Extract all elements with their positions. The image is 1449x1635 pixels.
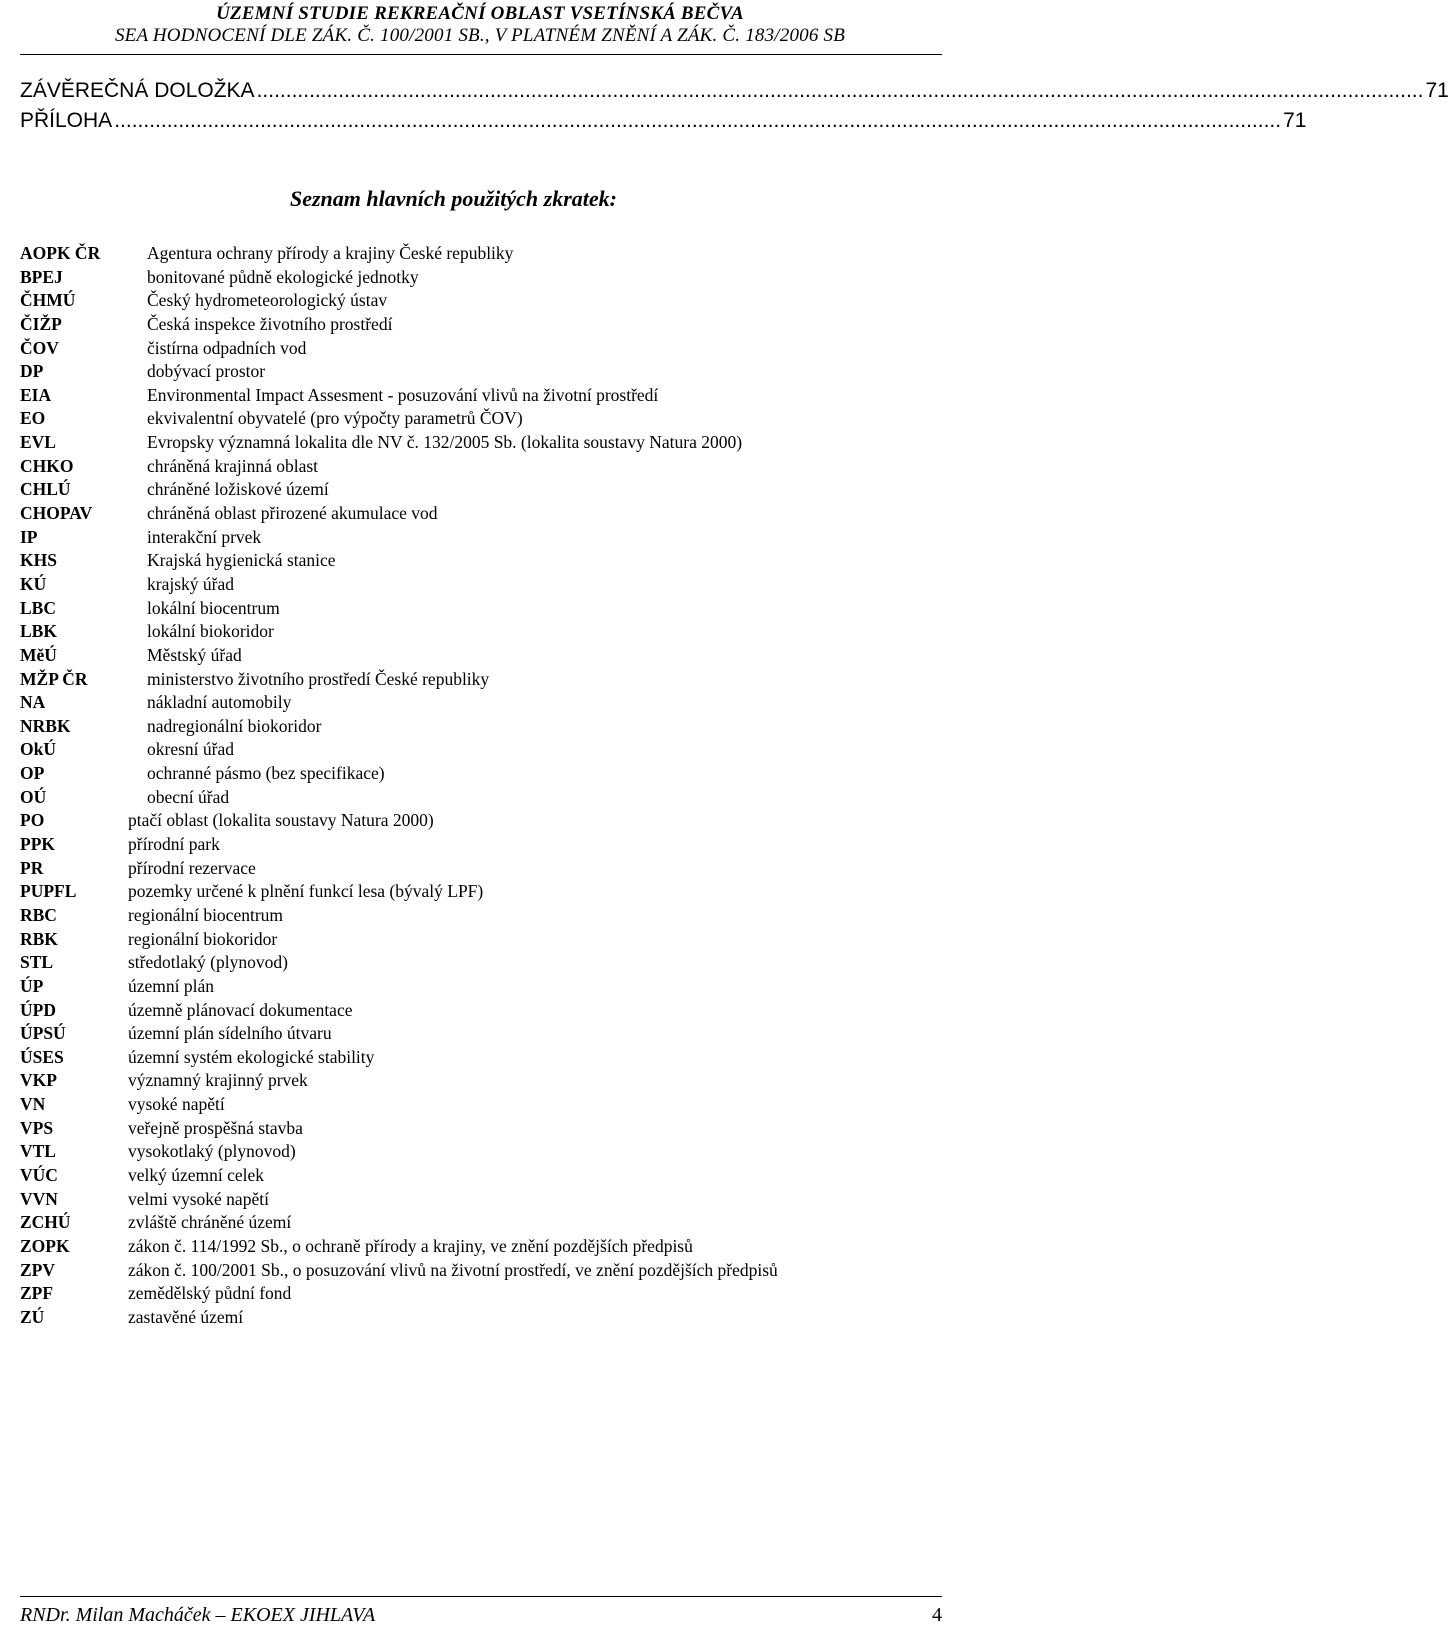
abbreviation-meaning: ochranné pásmo (bez specifikace) xyxy=(147,763,385,784)
abbreviation: NA xyxy=(20,692,46,713)
list-item xyxy=(20,1211,950,1235)
abbreviation: VÚC xyxy=(20,1164,58,1185)
abbreviation-meaning: velký územní celek xyxy=(128,1164,265,1185)
abbreviation-meaning: bonitované půdně ekologické jednotky xyxy=(147,266,419,287)
abbreviation: ÚSES xyxy=(20,1046,64,1067)
list-item xyxy=(20,1046,950,1070)
abbreviation: VKP xyxy=(20,1070,57,1091)
list-item xyxy=(20,786,950,810)
header-subtitle: SEA HODNOCENÍ DLE ZÁK. Č. 100/2001 SB., V PLATNÉM ZNĚNÍ A ZÁK. Č. 183/2006 SB xyxy=(114,25,846,46)
abbreviation: ČOV xyxy=(20,337,59,358)
abbreviation: ČHMÚ xyxy=(20,290,76,311)
list-item xyxy=(20,738,950,762)
abbreviation-meaning: lokální biokoridor xyxy=(147,621,274,642)
abbreviation: ZPV xyxy=(20,1259,55,1280)
abbreviation: VTL xyxy=(20,1141,56,1162)
abbreviation-meaning: chráněná oblast přirozené akumulace vod xyxy=(147,503,438,524)
abbreviation-meaning: ministerstvo životního prostředí České republiky xyxy=(147,668,490,689)
list-item xyxy=(20,597,950,621)
list-item xyxy=(20,975,950,999)
abbreviation: STL xyxy=(20,952,54,973)
abbreviation: VPS xyxy=(20,1117,54,1138)
list-item xyxy=(20,478,950,502)
abbreviation: EVL xyxy=(20,432,56,453)
page-header xyxy=(0,3,960,47)
abbreviation-meaning: čistírna odpadních vod xyxy=(147,337,307,358)
abbreviation: BPEJ xyxy=(20,266,63,287)
list-item xyxy=(20,880,950,904)
list-item xyxy=(20,242,950,266)
abbreviation: MŽP ČR xyxy=(20,668,88,689)
list-item xyxy=(20,549,950,573)
abbreviation-meaning: ekvivalentní obyvatelé (pro výpočty parametrů ČOV) xyxy=(147,408,523,429)
list-item xyxy=(20,644,950,668)
abbreviation-meaning: významný krajinný prvek xyxy=(128,1070,308,1091)
toc-leader-dots: ........................................................................................................................................................................................................ xyxy=(256,79,1424,102)
abbreviation-meaning: pozemky určené k plnění funkcí lesa (bývalý LPF) xyxy=(128,881,484,902)
list-item xyxy=(20,833,950,857)
header-divider xyxy=(20,54,942,55)
abbreviation-meaning: zákon č. 114/1992 Sb., o ochraně přírody a krajiny, ve znění pozdějších předpisů xyxy=(128,1235,693,1256)
toc-entry-page: 71 xyxy=(1283,109,1307,132)
list-item xyxy=(20,691,950,715)
list-item xyxy=(20,289,950,313)
abbreviation-meaning: krajský úřad xyxy=(147,573,234,594)
abbreviation: ÚP xyxy=(20,975,44,996)
abbreviation-meaning: Český hydrometeorologický ústav xyxy=(147,290,388,311)
abbreviation: KÚ xyxy=(20,573,47,594)
page-number: 4 xyxy=(932,1604,942,1626)
list-item xyxy=(20,1188,950,1212)
abbreviation-list-title: Seznam hlavních použitých zkratek: xyxy=(290,186,617,211)
abbreviation: ZCHÚ xyxy=(20,1212,71,1233)
abbreviation-meaning: veřejně prospěšná stavba xyxy=(128,1117,303,1138)
abbreviation-meaning: územní plán sídelního útvaru xyxy=(128,1023,332,1044)
abbreviation: ZPF xyxy=(20,1283,54,1304)
abbreviation: EIA xyxy=(20,384,52,405)
abbreviation-meaning: chráněné ložiskové území xyxy=(147,479,329,500)
footer-author: RNDr. Milan Macháček – EKOEX JIHLAVA xyxy=(20,1604,376,1626)
list-item xyxy=(20,857,950,881)
abbreviation-meaning: územní systém ekologické stability xyxy=(128,1046,375,1067)
abbreviation: VN xyxy=(20,1094,46,1115)
list-item xyxy=(20,951,950,975)
abbreviation: MěÚ xyxy=(20,644,57,665)
abbreviation-meaning: dobývací prostor xyxy=(147,361,266,382)
toc-entry-label: ZÁVĚREČNÁ DOLOŽKA xyxy=(20,79,255,102)
list-item xyxy=(20,1022,950,1046)
abbreviation: VVN xyxy=(20,1188,58,1209)
abbreviation: CHLÚ xyxy=(20,479,71,500)
abbreviation: LBK xyxy=(20,621,57,642)
abbreviation: OÚ xyxy=(20,786,47,807)
abbreviation-meaning: velmi vysoké napětí xyxy=(128,1188,269,1209)
header-title: ÚZEMNÍ STUDIE REKREAČNÍ OBLAST VSETÍNSKÁ BEČVA xyxy=(216,3,744,24)
toc-entry-label: PŘÍLOHA xyxy=(20,109,113,132)
abbreviation: ČIŽP xyxy=(20,313,62,334)
list-item xyxy=(20,1306,950,1330)
list-item xyxy=(20,360,950,384)
abbreviation: PR xyxy=(20,857,44,878)
abbreviation: ZÚ xyxy=(20,1306,45,1327)
list-item xyxy=(20,1069,950,1093)
abbreviation-meaning: okresní úřad xyxy=(147,739,234,760)
abbreviation-meaning: nadregionální biokoridor xyxy=(147,715,322,736)
list-item xyxy=(20,668,950,692)
abbreviation-meaning: přírodní rezervace xyxy=(128,857,256,878)
list-item xyxy=(20,928,950,952)
abbreviation: RBK xyxy=(20,928,58,949)
abbreviation-meaning: územní plán xyxy=(128,975,215,996)
abbreviation: ÚPD xyxy=(20,999,56,1020)
abbreviation-list xyxy=(20,242,950,1329)
abbreviation: ZOPK xyxy=(20,1235,70,1256)
abbreviation: AOPK ČR xyxy=(20,243,101,263)
list-item xyxy=(20,1282,950,1306)
list-item xyxy=(20,384,950,408)
list-item xyxy=(20,1140,950,1164)
abbreviation-meaning: Česká inspekce životního prostředí xyxy=(147,313,393,334)
abbreviation-meaning: vysoké napětí xyxy=(128,1094,225,1115)
abbreviation-meaning: obecní úřad xyxy=(147,786,230,807)
abbreviation: CHOPAV xyxy=(20,503,93,524)
list-item xyxy=(20,999,950,1023)
abbreviation-meaning: Environmental Impact Assesment - posuzování vlivů na životní prostředí xyxy=(147,384,659,405)
abbreviation-meaning: regionální biokoridor xyxy=(128,928,278,949)
abbreviation-meaning: zastavěné území xyxy=(128,1306,244,1327)
list-item xyxy=(20,431,950,455)
abbreviation: DP xyxy=(20,361,44,382)
list-item xyxy=(20,313,950,337)
abbreviation-meaning: přírodní park xyxy=(128,834,220,855)
abbreviation: IP xyxy=(20,526,38,547)
abbreviation-meaning: Agentura ochrany přírody a krajiny České republiky xyxy=(147,243,514,263)
list-item xyxy=(20,620,950,644)
abbreviation-meaning: chráněná krajinná oblast xyxy=(147,455,319,476)
list-item xyxy=(20,455,950,479)
toc-entry[interactable] xyxy=(20,106,1307,136)
list-item xyxy=(20,715,950,739)
abbreviation-meaning: regionální biocentrum xyxy=(128,904,284,925)
list-item xyxy=(20,266,950,290)
abbreviation: PUPFL xyxy=(20,881,77,902)
abbreviation-meaning: středotlaký (plynovod) xyxy=(128,952,288,973)
abbreviation: ÚPSÚ xyxy=(20,1023,66,1044)
list-item xyxy=(20,407,950,431)
list-item xyxy=(20,904,950,928)
abbreviation-meaning: nákladní automobily xyxy=(147,692,292,713)
list-item xyxy=(20,1093,950,1117)
abbreviation-meaning: lokální biocentrum xyxy=(147,597,280,618)
abbreviation-meaning: Krajská hygienická stanice xyxy=(147,550,336,571)
abbreviation: EO xyxy=(20,408,46,429)
toc-leader-dots: ........................................................................................................................................................................................................ xyxy=(114,109,1282,132)
list-item xyxy=(20,1164,950,1188)
abbreviation: RBC xyxy=(20,904,57,925)
toc-entry[interactable] xyxy=(20,76,1449,106)
abbreviation-meaning: Evropsky významná lokalita dle NV č. 132/2005 Sb. (lokalita soustavy Natura 2000) xyxy=(147,432,743,453)
list-item xyxy=(20,337,950,361)
toc-entry-page: 71 xyxy=(1425,79,1449,102)
abbreviation-meaning: ptačí oblast (lokalita soustavy Natura 2000) xyxy=(128,810,434,831)
page-footer xyxy=(20,1600,942,1630)
abbreviation-meaning: zákon č. 100/2001 Sb., o posuzování vlivů na životní prostředí, ve znění pozdějších předpisů xyxy=(128,1259,778,1280)
abbreviation-meaning: zvláště chráněné území xyxy=(128,1212,292,1233)
abbreviation: CHKO xyxy=(20,455,74,476)
abbreviation-meaning: interakční prvek xyxy=(147,526,262,547)
abbreviation: OkÚ xyxy=(20,739,56,760)
abbreviation-meaning: zemědělský půdní fond xyxy=(128,1283,292,1304)
abbreviation-meaning: územně plánovací dokumentace xyxy=(128,999,353,1020)
abbreviation: KHS xyxy=(20,550,57,571)
list-item xyxy=(20,1117,950,1141)
list-item xyxy=(20,526,950,550)
list-item xyxy=(20,762,950,786)
abbreviation-meaning: vysokotlaký (plynovod) xyxy=(128,1141,296,1162)
abbreviation: PO xyxy=(20,810,45,831)
list-item xyxy=(20,502,950,526)
footer-divider xyxy=(20,1596,942,1597)
abbreviation: NRBK xyxy=(20,715,71,736)
list-item xyxy=(20,809,950,833)
list-item xyxy=(20,1259,950,1283)
table-of-contents xyxy=(20,76,1449,136)
list-item xyxy=(20,1235,950,1259)
abbreviation-meaning: Městský úřad xyxy=(147,644,242,665)
abbreviation: LBC xyxy=(20,597,56,618)
abbreviation: OP xyxy=(20,763,45,784)
list-item xyxy=(20,573,950,597)
abbreviation: PPK xyxy=(20,834,55,855)
